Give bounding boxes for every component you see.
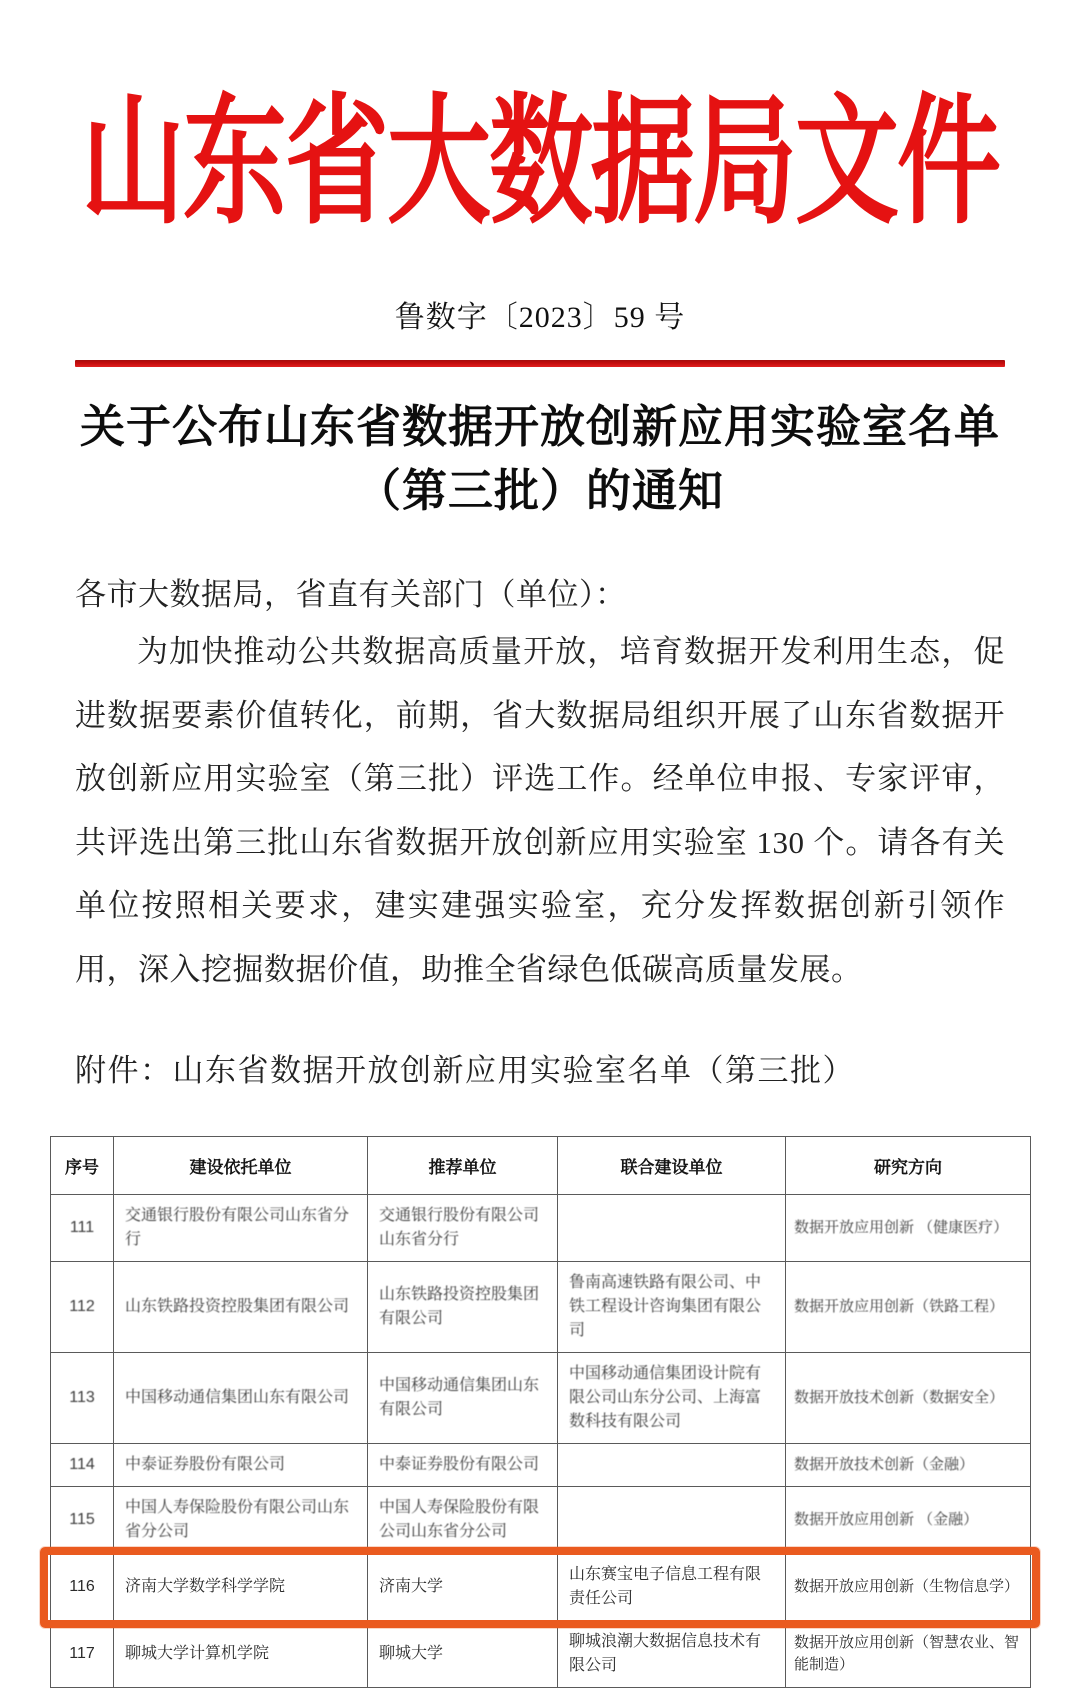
- cell-recommender: 中国移动通信集团山东有限公司: [368, 1353, 558, 1444]
- cell-org: 中国人寿保险股份有限公司山东省分公司: [114, 1487, 368, 1554]
- table-row: [51, 1444, 1031, 1487]
- salutation-line: 各市大数据局，省直有关部门（单位）：: [75, 577, 627, 612]
- document-title-line2: （第三批）的通知: [355, 466, 724, 516]
- cell-org: 聊城大学计算机学院: [114, 1621, 368, 1688]
- cell-partners: 鲁南高速铁路有限公司、中铁工程设计咨询集团有限公司: [558, 1262, 786, 1353]
- cell-org: 交通银行股份有限公司山东省分行: [114, 1195, 368, 1262]
- table-body: [51, 1195, 1031, 1688]
- cell-org: 济南大学数学科学学院: [114, 1554, 368, 1621]
- cell-partners: [558, 1487, 786, 1554]
- cell-recommender: 中国人寿保险股份有限公司山东省分公司: [368, 1487, 558, 1554]
- masthead-wrap: [0, 85, 1080, 258]
- table-row: [51, 1195, 1031, 1262]
- cell-org: 山东铁路投资控股集团有限公司: [114, 1262, 368, 1353]
- table-row: [51, 1262, 1031, 1353]
- header-cell-direction: 研究方向: [786, 1137, 1031, 1195]
- body-paragraph: 为加快推动公共数据高质量开放，培育数据开发利用生态，促进数据要素价值转化，前期，省大数据局组织开展了山东省数据开放创新应用实验室（第三批）评选工作。经单位申报、专家评审，共评选出第三批山东省数据开放创新应用实验室 130 个。请各有关单位按照相关要求，建实建强实验室，充分发挥数据创新引领作用，深入挖掘数据价值，助推全省绿色低碳高质量发展。: [75, 634, 1005, 987]
- table-row: [51, 1487, 1031, 1554]
- cell-direction: 数据开放应用创新（铁路工程）: [786, 1262, 1031, 1353]
- cell-recommender: 交通银行股份有限公司山东省分行: [368, 1195, 558, 1262]
- header-cell-partners: 联合建设单位: [558, 1137, 786, 1195]
- cell-direction: 数据开放应用创新 （健康医疗）: [786, 1195, 1031, 1262]
- cell-partners: [558, 1444, 786, 1487]
- cell-recommender: 中泰证券股份有限公司: [368, 1444, 558, 1487]
- red-divider-line: [75, 360, 1005, 367]
- table-row: [51, 1621, 1031, 1688]
- cell-recommender: 聊城大学: [368, 1621, 558, 1688]
- table-row: [51, 1554, 1031, 1621]
- cell-partners: [558, 1195, 786, 1262]
- masthead-title: 山东省大数据局文件: [80, 85, 999, 242]
- cell-serial: 112: [51, 1262, 114, 1353]
- cell-direction: 数据开放应用创新（智慧农业、智能制造）: [786, 1621, 1031, 1688]
- cell-serial: 117: [51, 1621, 114, 1688]
- cell-serial: 115: [51, 1487, 114, 1554]
- cell-serial: 113: [51, 1353, 114, 1444]
- document-title-line1: 关于公布山东省数据开放创新应用实验室名单: [79, 402, 1000, 452]
- cell-recommender: 山东铁路投资控股集团有限公司: [368, 1262, 558, 1353]
- cell-partners: 聊城浪潮大数据信息技术有限公司: [558, 1621, 786, 1688]
- table-header-row: [51, 1137, 1031, 1195]
- cell-direction: 数据开放技术创新（金融）: [786, 1444, 1031, 1487]
- cell-direction: 数据开放应用创新 （金融）: [786, 1487, 1031, 1554]
- cell-serial: 114: [51, 1444, 114, 1487]
- cell-partners: 中国移动通信集团设计院有限公司山东分公司、上海富数科技有限公司: [558, 1353, 786, 1444]
- header-cell-serial: 序号: [51, 1137, 114, 1195]
- cell-org: 中国移动通信集团山东有限公司: [114, 1353, 368, 1444]
- document-title: [0, 395, 1080, 523]
- header-cell-recommender: 推荐单位: [368, 1137, 558, 1195]
- document-number: 鲁数字〔2023〕59 号: [394, 301, 686, 334]
- cell-recommender: 济南大学: [368, 1554, 558, 1621]
- header-cell-org: 建设依托单位: [114, 1137, 368, 1195]
- cell-serial: 116: [51, 1554, 114, 1621]
- appendix-table-wrap: [40, 1136, 1040, 1688]
- cell-serial: 111: [51, 1195, 114, 1262]
- cell-direction: 数据开放技术创新（数据安全）: [786, 1353, 1031, 1444]
- cell-org: 中泰证券股份有限公司: [114, 1444, 368, 1487]
- appendix-table: [50, 1136, 1031, 1688]
- attachment-line: 附件：山东省数据开放创新应用实验室名单（第三批）: [75, 1053, 855, 1088]
- cell-direction: 数据开放应用创新（生物信息学）: [786, 1554, 1031, 1621]
- table-row: [51, 1353, 1031, 1444]
- cell-partners: 山东赛宝电子信息工程有限责任公司: [558, 1554, 786, 1621]
